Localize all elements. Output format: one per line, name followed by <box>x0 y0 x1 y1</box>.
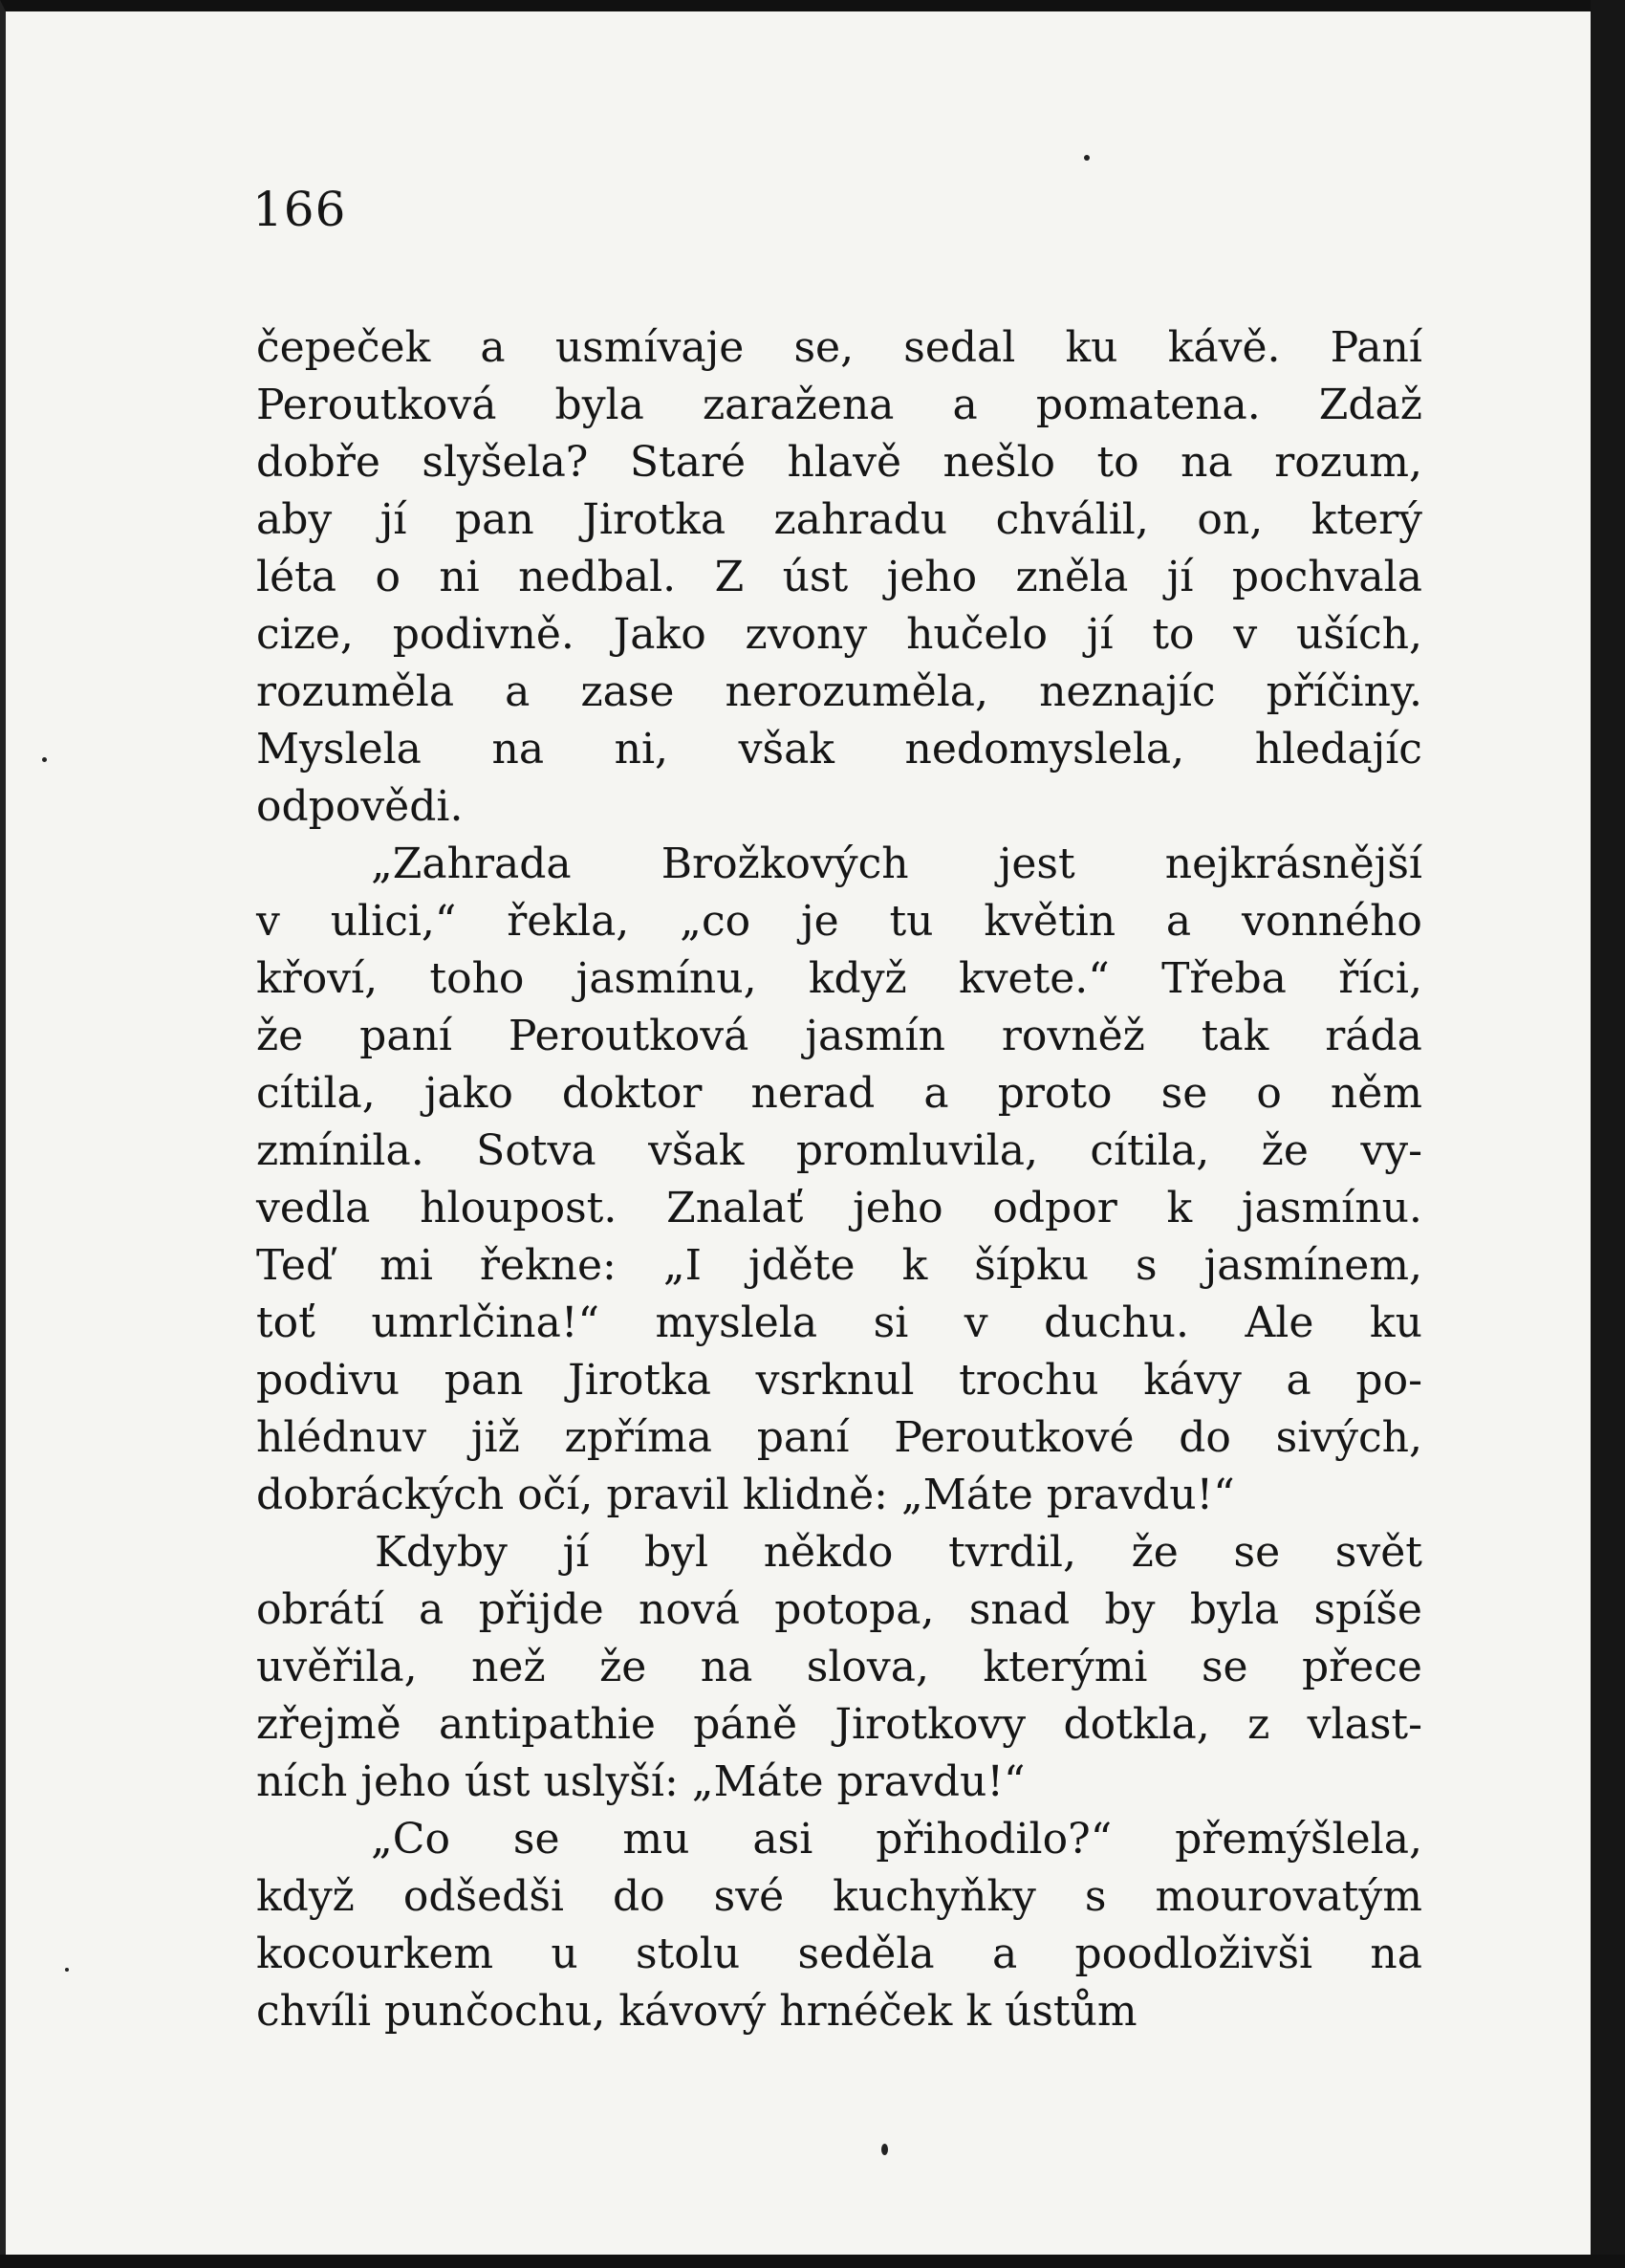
text-line: „Co se mu asi přihodilo?“ přemýšlela, <box>371 1815 1422 1864</box>
page-right-edge <box>1591 0 1625 2268</box>
text-line: Kdyby jí byl někdo tvrdil, že se svět <box>375 1528 1422 1577</box>
text-line: Teď mi řekne: „I jděte k šípku s jasmínem, <box>256 1241 1422 1290</box>
text-line: když odšedši do své kuchyňky s mourovatým <box>256 1872 1422 1921</box>
text-line: toť umrlčina!“ myslela si v duchu. Ale ku <box>256 1298 1422 1347</box>
page-bottom-edge <box>0 2255 1625 2268</box>
page-number: 166 <box>252 182 347 237</box>
text-line: odpovědi. <box>256 782 464 831</box>
text-line: že paní Peroutková jasmín rovněž tak ráda <box>256 1012 1422 1060</box>
text-line: ních jeho úst uslyší: „Máte pravdu!“ <box>256 1757 1026 1806</box>
text-line: „Zahrada Brožkových jest nejkrásnější <box>371 840 1422 888</box>
text-line: aby jí pan Jirotka zahradu chválil, on, který <box>256 495 1422 544</box>
text-line: podivu pan Jirotka vsrknul trochu kávy a po- <box>256 1356 1422 1405</box>
text-line: kocourkem u stolu seděla a poodloživši na <box>256 1930 1422 1978</box>
text-line: léta o ni nedbal. Z úst jeho zněla jí pochvala <box>256 553 1422 601</box>
text-line: vedla hloupost. Znalať jeho odpor k jasmínu. <box>256 1184 1422 1232</box>
text-line: zřejmě antipathie páně Jirotkovy dotkla, z vlast- <box>256 1700 1422 1749</box>
text-line: chvíli punčochu, kávový hrnéček k ústům <box>256 1987 1138 2036</box>
text-line: cize, podivně. Jako zvony hučelo jí to v uších, <box>256 610 1422 659</box>
print-speck <box>1084 155 1090 161</box>
text-line: hlédnuv již zpříma paní Peroutkové do sivých, <box>256 1413 1422 1462</box>
print-speck <box>42 757 47 762</box>
text-line: obrátí a přijde nová potopa, snad by byla spíše <box>256 1585 1422 1634</box>
print-speck <box>65 1968 69 1972</box>
text-line: rozuměla a zase nerozuměla, neznajíc příčiny. <box>256 667 1422 716</box>
text-line: dobře slyšela? Staré hlavě nešlo to na rozum, <box>256 438 1422 487</box>
text-line: v ulici,“ řekla, „co je tu květin a vonného <box>256 897 1422 946</box>
text-line: cítila, jako doktor nerad a proto se o něm <box>256 1069 1422 1118</box>
text-line: zmínila. Sotva však promluvila, cítila, že vy- <box>256 1126 1422 1175</box>
text-line: Myslela na ni, však nedomyslela, hledajíc <box>256 725 1422 774</box>
text-line: křoví, toho jasmínu, když kvete.“ Třeba říci, <box>256 954 1422 1003</box>
text-line: dobráckých očí, pravil klidně: „Máte pravdu!“ <box>256 1471 1235 1519</box>
text-line: Peroutková byla zaražena a pomatena. Zdaž <box>256 381 1422 429</box>
print-speck <box>881 2144 888 2155</box>
text-line: uvěřila, než že na slova, kterými se přece <box>256 1643 1422 1691</box>
body-text <box>256 319 1422 2040</box>
text-line: čepeček a usmívaje se, sedal ku kávě. Paní <box>256 323 1422 372</box>
